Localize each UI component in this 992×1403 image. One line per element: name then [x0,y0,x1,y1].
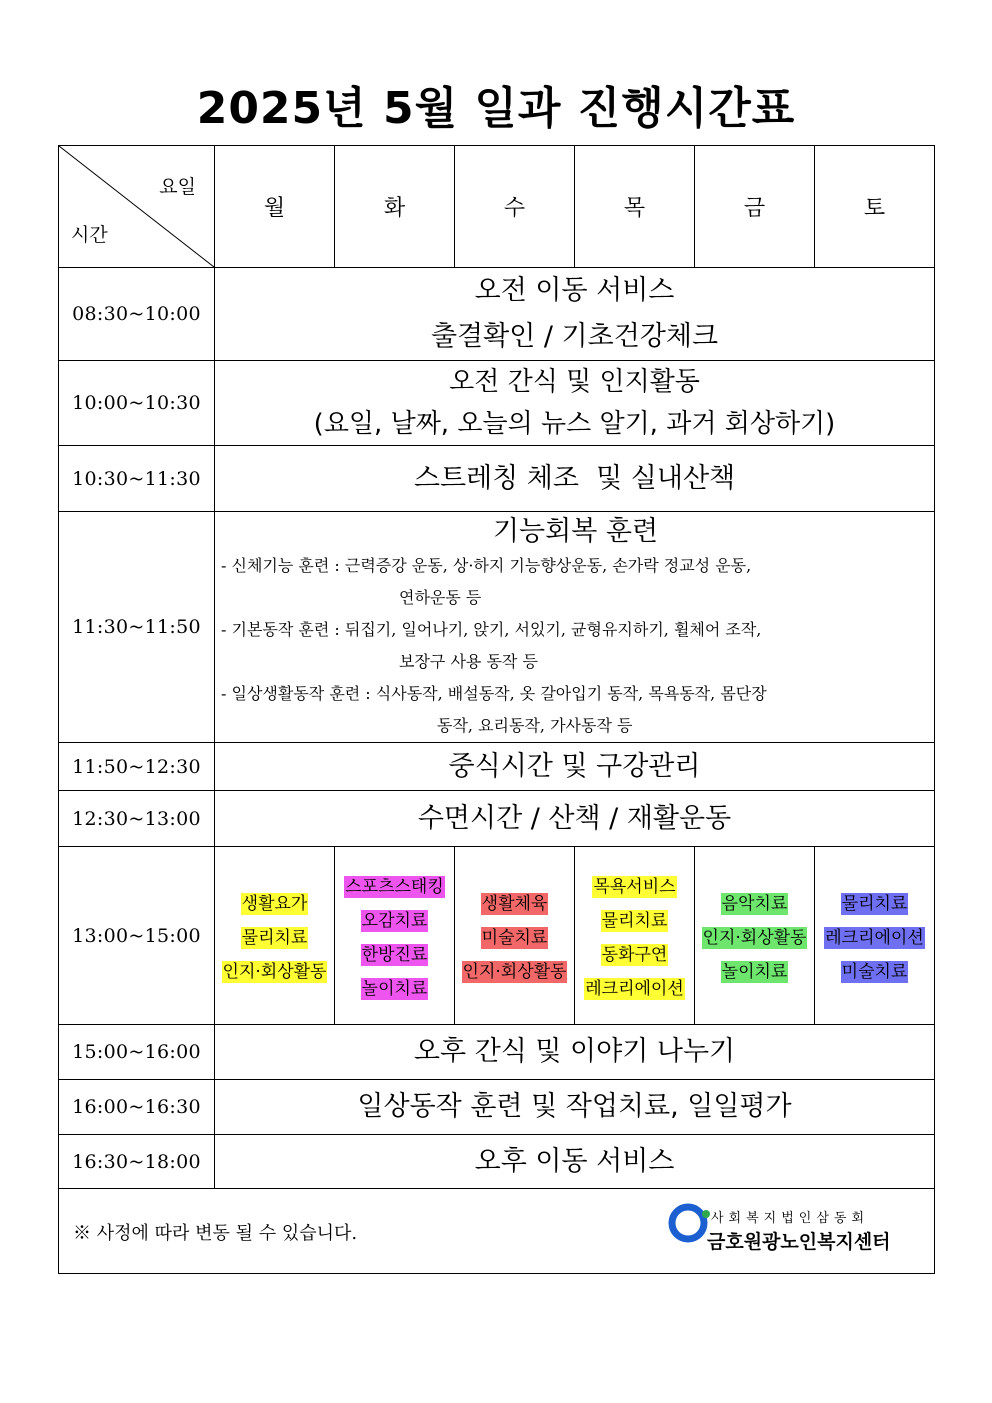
header-row [59,146,935,268]
activity-cell [215,268,935,361]
page-title: 2025년 5월 일과 진행시간표 [196,83,796,134]
org-logo [667,1201,907,1261]
schedule-row [59,1080,935,1135]
program-item: 한방진료 [361,945,428,965]
program-item: 레크리에이션 [585,979,684,999]
program-item: 물리치료 [241,928,308,948]
time-cell: 16:30~18:00 [59,1135,215,1189]
schedule-row [59,791,935,847]
time-cell: 15:00~16:00 [59,1025,215,1080]
time-cell: 13:00~15:00 [59,847,215,1025]
activity-text: 중식시간 및 구강관리 [448,750,701,782]
program-item: 인지·회상활동 [222,962,327,982]
day-header-wed: 수 [455,146,575,268]
program-item: 음악치료 [721,894,788,914]
program-item: 인지·회상활동 [702,928,807,948]
activity-cell [215,1025,935,1080]
day-header-thu: 목 [575,146,695,268]
program-item: 목욕서비스 [593,877,676,897]
program-item: 생활체육 [481,894,548,914]
time-cell: 10:30~11:30 [59,446,215,512]
activity-cell [215,1080,935,1135]
day-header-tue: 화 [335,146,455,268]
schedule-row [59,512,935,743]
program-item: 물리치료 [841,894,908,914]
rehab-item: - 일상생활동작 훈련 : 식사동작, 배설동작, 옷 갈아입기 동작, 목욕동작, 몸단장 [221,684,767,703]
program-item: 레크리에이션 [825,928,924,948]
activity-text: (요일, 날짜, 오늘의 뉴스 알기, 과거 회상하기) [313,409,836,439]
day-header-mon: 월 [215,146,335,268]
rehab-title: 기능회복 훈련 [492,516,659,547]
program-item: 놀이치료 [721,962,788,982]
time-cell: 11:50~12:30 [59,743,215,791]
time-axis-label: 시간 [71,224,108,246]
schedule-row [59,743,935,791]
time-cell: 11:30~11:50 [59,512,215,743]
rehab-item-cont: 연하운동 등 [399,588,482,607]
program-item: 미술치료 [481,928,548,948]
activity-text: 스트레칭 체조 및 실내산책 [413,462,736,494]
day-header-fri: 금 [695,146,815,268]
activity-text: 출결확인 / 기초건강체크 [430,321,719,352]
activity-cell [215,361,935,446]
org-subtitle: 사회복지법인삼동회 [711,1211,870,1226]
program-item: 동화구연 [601,945,668,965]
program-cell-thu [575,847,695,1025]
schedule-row [59,1135,935,1189]
schedule-row [59,361,935,446]
activity-text: 수면시간 / 산책 / 재활운동 [417,802,732,834]
activity-text: 오후 이동 서비스 [474,1145,675,1177]
schedule-row [59,1025,935,1080]
footer-cell [59,1189,935,1274]
schedule-row [59,268,935,361]
program-item: 놀이치료 [361,979,428,999]
activity-cell [215,743,935,791]
program-cell-mon [215,847,335,1025]
program-item: 오감치료 [361,911,428,931]
rehab-item: - 기본동작 훈련 : 뒤집기, 일어나기, 앉기, 서있기, 균형유지하기, 휠체어 조작, [221,620,762,639]
schedule-table [58,145,935,1274]
change-notice: ※ 사정에 따라 변동 될 수 있습니다. [73,1223,358,1244]
time-cell: 12:30~13:00 [59,791,215,847]
program-cell-sat [815,847,935,1025]
day-axis-label: 요일 [159,176,196,198]
activity-text: 오후 간식 및 이야기 나누기 [413,1036,736,1067]
time-cell: 08:30~10:00 [59,268,215,361]
program-cell-fri [695,847,815,1025]
program-item: 물리치료 [601,911,668,931]
program-item: 인지·회상활동 [462,962,567,982]
org-name: 금호원광노인복지센터 [707,1231,891,1253]
rehab-item-cont: 동작, 요리동작, 가사동작 등 [437,716,633,735]
activity-cell [215,446,935,512]
program-item: 미술치료 [841,962,908,982]
activity-text: 오전 간식 및 인지활동 [449,367,700,397]
time-cell: 16:00~16:30 [59,1080,215,1135]
activity-text: 일상동작 훈련 및 작업치료, 일일평가 [357,1091,792,1122]
activity-cell [215,791,935,847]
schedule-row [59,446,935,512]
rehab-training-cell [215,512,935,743]
program-cell-tue [335,847,455,1025]
day-header-sat: 토 [815,146,935,268]
schedule-row [59,847,935,1025]
program-item: 스포츠스태킹 [345,877,444,897]
diagonal-line [59,146,214,267]
activity-cell [215,1135,935,1189]
time-cell: 10:00~10:30 [59,361,215,446]
footer-row [59,1189,935,1274]
rehab-item-cont: 보장구 사용 동작 등 [399,652,538,671]
activity-text: 오전 이동 서비스 [474,275,675,306]
program-cell-wed [455,847,575,1025]
rehab-item: - 신체기능 훈련 : 근력증강 운동, 상·하지 기능향상운동, 손가락 정교성 운동, [221,556,752,575]
program-item: 생활요가 [241,894,308,914]
corner-cell [59,146,215,268]
